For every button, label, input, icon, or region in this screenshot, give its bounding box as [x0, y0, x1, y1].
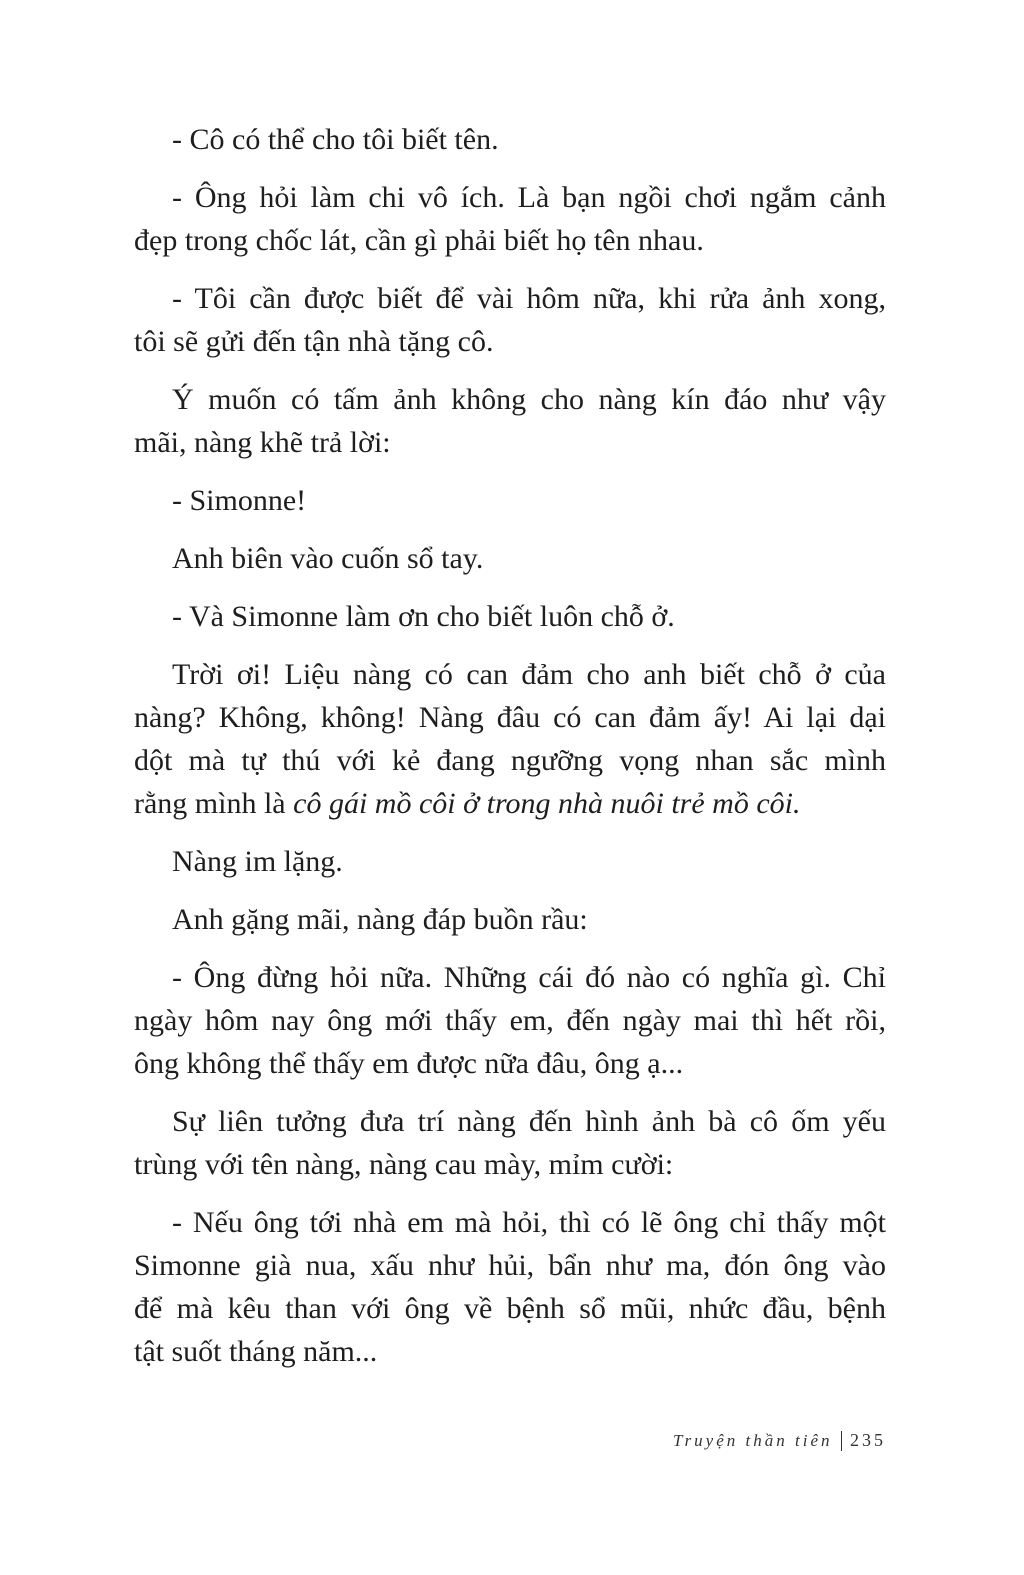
text-line — [134, 378, 886, 421]
text-line — [134, 1244, 886, 1287]
text-line — [134, 176, 886, 219]
text-segment: - Ông hỏi làm chi vô ích. Là bạn ngồi chơi ngắm cảnh — [172, 181, 886, 214]
text-line — [134, 537, 886, 580]
page-body — [134, 118, 886, 1388]
text-line — [134, 840, 886, 883]
text-segment: Anh gặng mãi, nàng đáp buồn rầu: — [172, 903, 588, 936]
text-segment: - Simonne! — [172, 484, 307, 517]
paragraph — [134, 956, 886, 1085]
text-line — [134, 1201, 886, 1244]
paragraph — [134, 595, 886, 638]
text-segment: nàng? Không, không! Nàng đâu có can đảm ấy! Ai lại dại — [134, 701, 886, 734]
paragraph — [134, 840, 886, 883]
text-segment: ngày hôm nay ông mới thấy em, đến ngày mai thì hết rồi, — [134, 1004, 886, 1037]
text-segment: Nàng im lặng. — [172, 845, 343, 878]
page-number: 235 — [850, 1430, 886, 1450]
footer-divider — [841, 1431, 843, 1451]
text-line — [134, 739, 886, 782]
text-segment: Sự liên tưởng đưa trí nàng đến hình ảnh bà cô ốm yếu — [172, 1105, 886, 1138]
paragraph — [134, 537, 886, 580]
text-line — [134, 956, 886, 999]
paragraph — [134, 277, 886, 363]
paragraph — [134, 1100, 886, 1186]
text-line — [134, 782, 886, 825]
text-segment: Anh biên vào cuốn sổ tay. — [172, 542, 484, 575]
text-line — [134, 118, 886, 161]
text-line — [134, 277, 886, 320]
text-segment: dột mà tự thú với kẻ đang ngưỡng vọng nhan sắc mình — [134, 744, 886, 777]
text-segment: ông không thể thấy em được nữa đâu, ông ạ... — [134, 1047, 684, 1080]
paragraph — [134, 479, 886, 522]
text-line — [134, 479, 886, 522]
text-line — [134, 898, 886, 941]
paragraph — [134, 898, 886, 941]
running-title: Truyện thần tiên — [673, 1430, 833, 1450]
paragraph — [134, 1201, 886, 1373]
text-line — [134, 1042, 886, 1085]
text-line — [134, 653, 886, 696]
paragraph — [134, 176, 886, 262]
text-segment: trùng với tên nàng, nàng cau mày, mỉm cười: — [134, 1148, 674, 1181]
text-segment: - Tôi cần được biết để vài hôm nữa, khi rửa ảnh xong, — [172, 282, 886, 315]
text-segment: để mà kêu than với ông về bệnh sổ mũi, nhức đầu, bệnh — [134, 1292, 886, 1325]
text-segment: Ý muốn có tấm ảnh không cho nàng kín đáo như vậy — [172, 383, 886, 416]
italic-text: cô gái mồ côi ở trong nhà nuôi trẻ mồ côi. — [293, 787, 801, 820]
text-segment: rằng mình là — [134, 787, 294, 820]
text-line — [134, 1100, 886, 1143]
text-line — [134, 595, 886, 638]
text-segment: tật suốt tháng năm... — [134, 1335, 378, 1368]
text-line — [134, 219, 886, 262]
paragraph — [134, 378, 886, 464]
text-segment: mãi, nàng khẽ trả lời: — [134, 426, 391, 459]
text-line — [134, 999, 886, 1042]
text-segment: - Và Simonne làm ơn cho biết luôn chỗ ở. — [172, 600, 675, 633]
text-segment: Trời ơi! Liệu nàng có can đảm cho anh biết chỗ ở của — [172, 658, 886, 691]
text-line — [134, 696, 886, 739]
text-segment: tôi sẽ gửi đến tận nhà tặng cô. — [134, 325, 494, 358]
paragraph — [134, 653, 886, 825]
text-segment: - Ông đừng hỏi nữa. Những cái đó nào có nghĩa gì. Chỉ — [172, 961, 886, 994]
text-segment: Simonne già nua, xấu như hủi, bẩn như ma, đón ông vào — [134, 1249, 886, 1282]
page-footer — [673, 1430, 886, 1451]
text-line — [134, 320, 886, 363]
text-line — [134, 1287, 886, 1330]
text-line — [134, 1330, 886, 1373]
text-segment: - Nếu ông tới nhà em mà hỏi, thì có lẽ ông chỉ thấy một — [172, 1206, 886, 1239]
text-line — [134, 421, 886, 464]
paragraph — [134, 118, 886, 161]
text-line — [134, 1143, 886, 1186]
text-segment: - Cô có thể cho tôi biết tên. — [172, 123, 499, 156]
text-segment: đẹp trong chốc lát, cần gì phải biết họ tên nhau. — [134, 224, 704, 257]
